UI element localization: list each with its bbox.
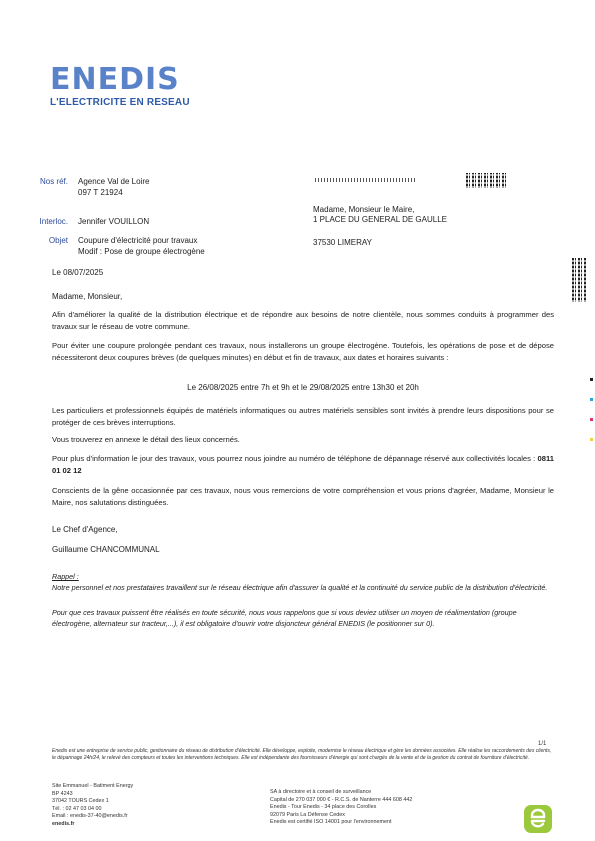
footer-right-line5: Enedis est certifié ISO 14001 pour l'environnement (270, 819, 392, 826)
datamatrix-code (466, 173, 506, 188)
paragraph-4: Vous trouverez en annexe le détail des lieux concernés. (52, 435, 240, 444)
print-marks (590, 378, 593, 458)
paragraph-5 (52, 453, 554, 476)
logo-tagline: L'ELECTRICITE EN RESEAU (50, 97, 190, 108)
rappel-line1: Notre personnel et nos prestataires travaillent sur le réseau électrique afin d'assurer la qualité et la continuité du service public de la distribution d'électricité. (52, 583, 548, 592)
paragraph-3: Les particuliers et professionnels équipés de matériels informatiques ou autres matériels sensibles sont invités à prendre leurs dispositions pour se protéger de ces brèves interruptions. (52, 406, 554, 427)
salutation: Madame, Monsieur, (52, 292, 123, 301)
paragraph-6: Conscients de la gêne occasionnée par ces travaux, nous vous remercions de votre compréhension et vous prions d'agréer, Madame, Monsieur le Maire, nos salutations distinguées. (52, 486, 554, 507)
footer-right-line1: SA à directoire et à conseil de surveillance (270, 789, 372, 795)
recipient-line1: Madame, Monsieur le Maire, (313, 205, 415, 214)
nos-ref-label: Nos réf. (39, 177, 68, 186)
interloc-value: Jennifer VOUILLON (78, 217, 150, 226)
nos-ref-line2: 097 T 21924 (78, 188, 123, 197)
side-barcode (572, 258, 586, 302)
phone-number: 0811 01 02 12 (52, 454, 554, 475)
footer-note: Enedis est une entreprise de service public, gestionnaire du réseau de distribution d'électricité. Elle développe, exploite, modernise le réseau électrique et gère les données associées. Elle réalise les raccordements des clients, le dépannage 24h/24, le relevé des compteurs et toutes les interventions techniques. Elle est indépendante des fournisseurs d'énergie qui sont chargés de la vente et de la gestion du contrat de fourniture d'électricité. (52, 748, 552, 761)
page-number: 1/1 (538, 741, 547, 747)
footer-right-line2: Capital de 270 037 000 € - R.C.S. de Nanterre 444 608 442 (270, 796, 413, 803)
footer-right-line4: 92079 Paris La Défense Cedex (270, 811, 345, 818)
footer-left-line2: BP 4243 (52, 790, 73, 797)
enedis-e-icon (524, 805, 552, 833)
recipient-line3: 37530 LIMERAY (313, 238, 372, 247)
objet-line2: Modif : Pose de groupe électrogène (78, 247, 205, 256)
footer-left (52, 783, 232, 829)
rappel-line2: Pour que ces travaux puissent être réalisés en toute sécurité, nous vous rappelons que si vous deviez utiliser un moyen de réalimentation (groupe électrogène, alternateur sur tracteur,...), il est obligatoire d'ouvrir votre disjoncteur général ENEDIS (le positionner sur 0). (52, 608, 517, 628)
letter-date: Le 08/07/2025 (52, 268, 104, 277)
footer-right (270, 789, 480, 827)
postal-barcode (315, 178, 415, 182)
footer-left-line3: 37042 TOURS Cedex 1 (52, 798, 109, 805)
objet-label: Objet (48, 236, 68, 245)
dates-line: Le 26/08/2025 entre 7h et 9h et le 29/08/2025 entre 13h30 et 20h (187, 383, 419, 392)
paragraph-1: Afin d'améliorer la qualité de la distribution électrique et de répondre aux besoins de notre clientèle, nous sommes conduits à programmer des travaux sur le réseau de votre commune. (52, 310, 554, 331)
footer-left-website: enedis.fr (52, 820, 75, 827)
footer-left-line1: Site Emmanuel - Batiment Energy (52, 783, 134, 789)
signer-name: Guillaume CHANCOMMUNAL (52, 545, 160, 554)
footer-left-line4: Tél. : 02 47 03 04 00 (52, 805, 102, 812)
enedis-logo: ENEDIS (50, 62, 180, 97)
objet-line1: Coupure d'électricité pour travaux (78, 236, 198, 245)
recipient-line2: 1 PLACE DU GENERAL DE GAULLE (313, 215, 447, 224)
interloc-label: Interloc. (39, 217, 68, 226)
paragraph-2: Pour éviter une coupure prolongée pendant ces travaux, nous installerons un groupe électrogène. Toutefois, les opérations de pose et de dépose nécessiteront deux coupures brèves (de quelques minutes) en début et fin de travaux, aux dates et horaires suivants : (52, 341, 554, 362)
nos-ref-line1: Agence Val de Loire (78, 177, 150, 186)
signer-title: Le Chef d'Agence, (52, 525, 118, 534)
rappel-heading: Rappel : (52, 572, 79, 581)
footer-left-email: Email : enedis-37-40@enedis.fr (52, 813, 128, 820)
footer-right-line3: Enedis - Tour Enedis - 34 place des Corolles (270, 804, 377, 811)
paragraph-5-text: Pour plus d'information le jour des travaux, vous pourrez nous joindre au numéro de téléphone de dépannage réservé aux collectivités locales : (52, 454, 536, 463)
